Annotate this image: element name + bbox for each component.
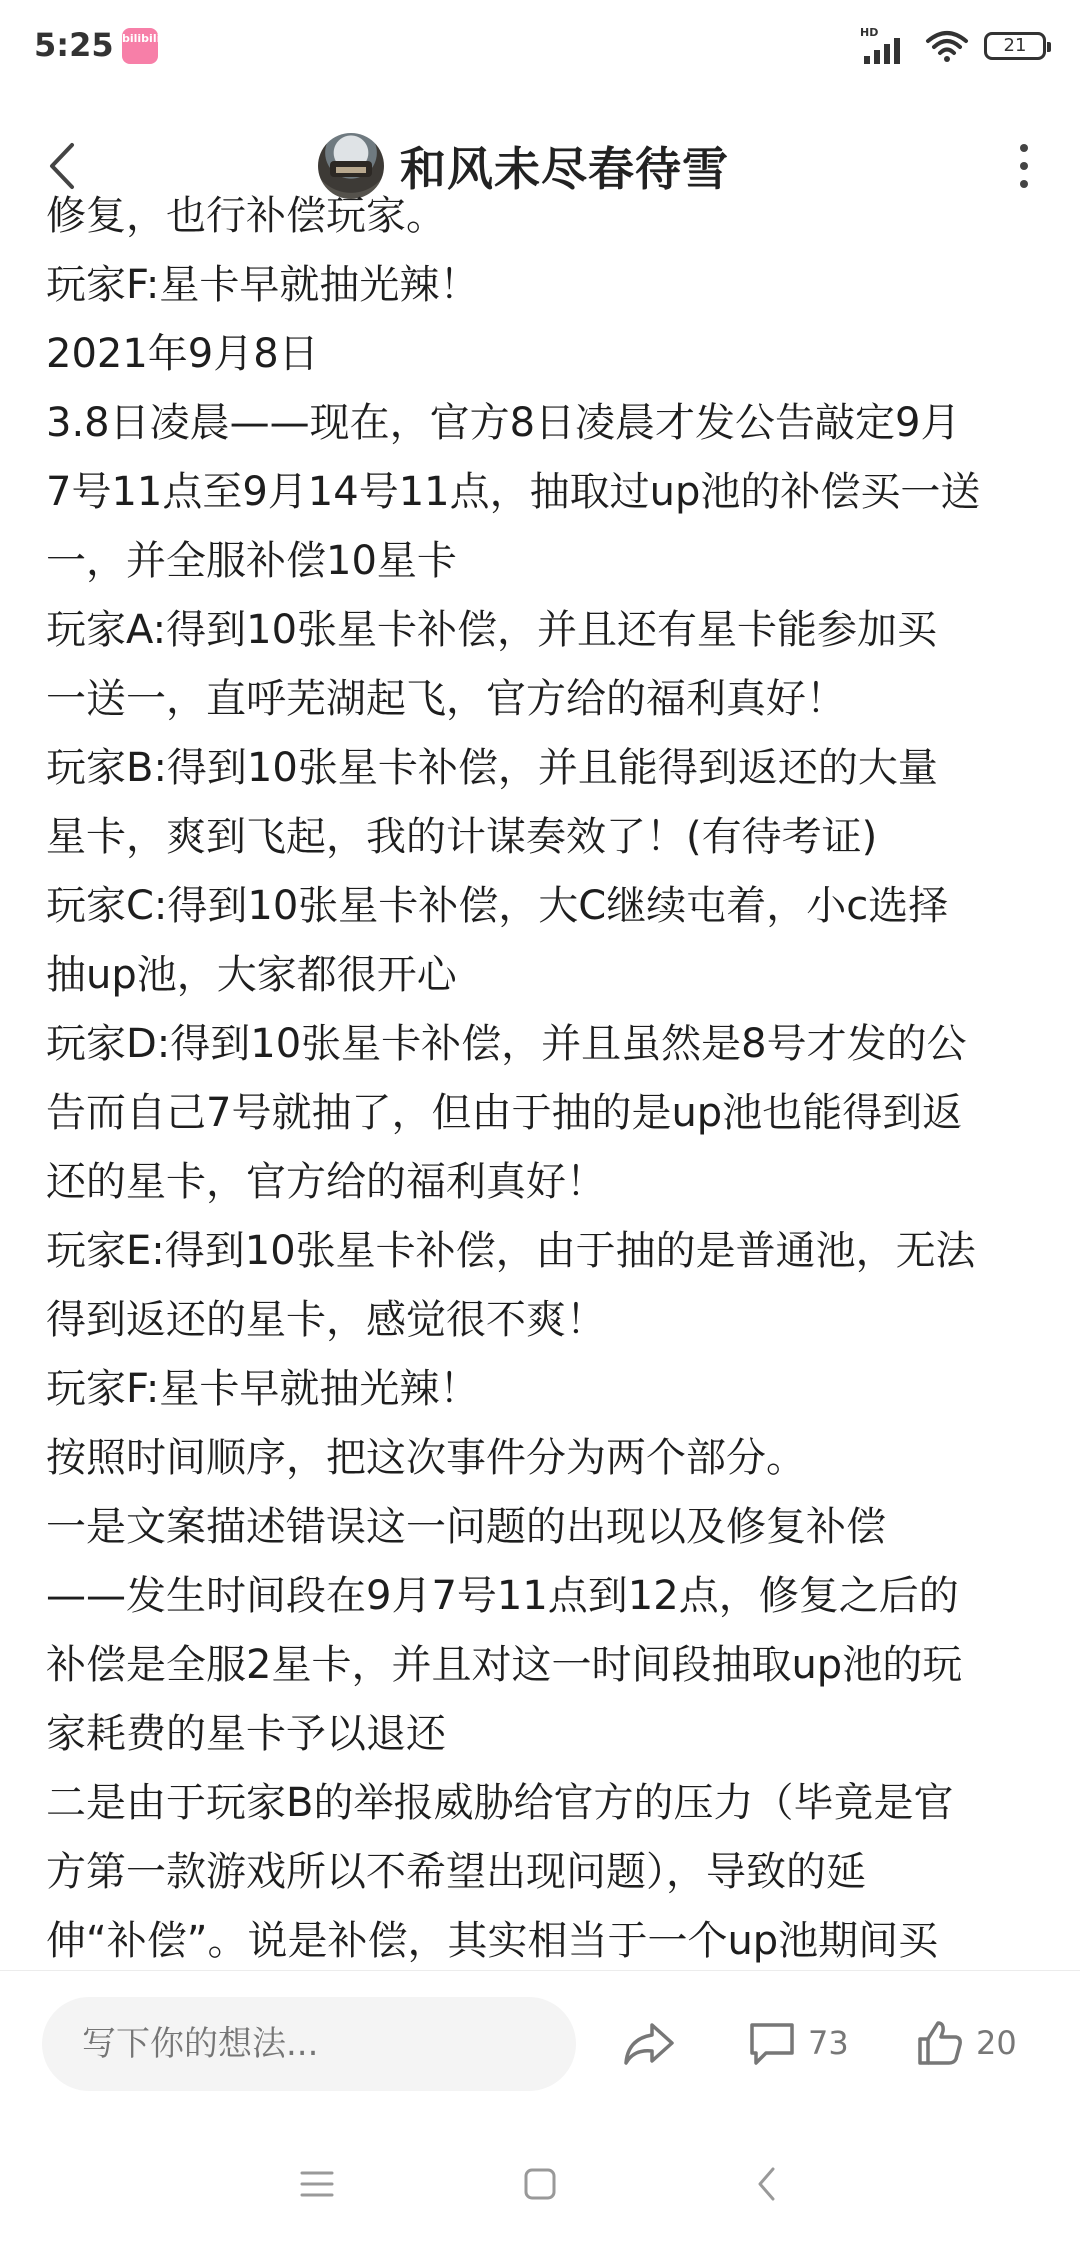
comment-icon — [748, 2019, 796, 2067]
bilibili-app-icon: bilibili — [122, 28, 158, 64]
like-button[interactable] — [916, 2011, 1017, 2075]
comment-count: 73 — [808, 2024, 849, 2062]
signal-icon — [860, 26, 910, 66]
status-bar — [0, 0, 1080, 96]
text-line: 家耗费的星卡予以退还 — [46, 1711, 446, 1757]
comment-input[interactable] — [42, 1997, 576, 2091]
thumbs-up-icon — [916, 2019, 964, 2067]
text-line: 玩家C:得到10张星卡补偿，大C继续屯着，小c选择 — [46, 883, 949, 929]
text-line: 3.8日凌晨——现在，官方8日凌晨才发公告敲定9月 — [46, 400, 961, 446]
text-line: 得到返还的星卡，感觉很不爽！ — [46, 1297, 606, 1343]
text-line: 还的星卡，官方给的福利真好！ — [46, 1159, 606, 1205]
text-line: 玩家A:得到10张星卡补偿，并且还有星卡能参加买 — [46, 607, 938, 653]
text-line: 玩家B:得到10张星卡补偿，并且能得到返还的大量 — [46, 745, 938, 791]
share-button[interactable] — [622, 2011, 676, 2075]
page-title: 和风未尽春待雪 — [400, 142, 729, 196]
comment-button[interactable] — [748, 2011, 849, 2075]
chevron-left-icon — [755, 2166, 779, 2202]
system-nav-bar — [0, 2116, 1080, 2248]
text-line: 2021年9月8日 — [46, 331, 319, 377]
like-count: 20 — [976, 2024, 1017, 2062]
system-back-button[interactable] — [737, 2154, 797, 2214]
text-line: 修复，也行补偿玩家。 — [46, 193, 446, 239]
text-line: 玩家D:得到10张星卡补偿，并且虽然是8号才发的公 — [46, 1021, 967, 1067]
text-line: 抽up池，大家都很开心 — [46, 952, 457, 998]
home-button[interactable] — [510, 2154, 570, 2214]
battery-icon: 21 — [984, 32, 1046, 60]
recent-apps-button[interactable] — [287, 2154, 347, 2214]
wifi-icon — [926, 29, 968, 63]
text-line: 按照时间顺序，把这次事件分为两个部分。 — [46, 1435, 806, 1481]
status-icons — [860, 26, 1046, 66]
text-line: ——发生时间段在9月7号11点到12点，修复之后的 — [46, 1573, 959, 1619]
text-line: 7号11点至9月14号11点，抽取过up池的补偿买一送 — [46, 469, 981, 515]
text-line: 二是由于玩家B的举报威胁给官方的压力（毕竟是官 — [46, 1780, 954, 1826]
share-icon — [622, 2019, 676, 2067]
text-line: 玩家E:得到10张星卡补偿，由于抽的是普通池，无法 — [46, 1228, 976, 1274]
text-line: 玩家F:星卡早就抽光辣！ — [46, 1366, 480, 1412]
text-line: 一送一，直呼芜湖起飞，官方给的福利真好！ — [46, 676, 846, 722]
text-line: 补偿是全服2星卡，并且对这一时间段抽取up池的玩 — [46, 1642, 963, 1688]
text-line: 一是文案描述错误这一问题的出现以及修复补偿 — [46, 1504, 886, 1550]
text-line: 方第一款游戏所以不希望出现问题），导致的延 — [46, 1849, 866, 1895]
text-line: 玩家F:星卡早就抽光辣！ — [46, 262, 480, 308]
menu-icon — [300, 2170, 334, 2198]
network-type-label: HD — [860, 26, 879, 39]
home-square-icon — [523, 2167, 557, 2201]
text-line: 一，并全服补偿10星卡 — [46, 538, 457, 584]
text-line: 伸“补偿”。说是补偿，其实相当于一个up池期间买 — [46, 1918, 939, 1964]
bottom-action-bar — [0, 1970, 1080, 2117]
text-line: 告而自己7号就抽了，但由于抽的是up池也能得到返 — [46, 1090, 963, 1136]
article-body — [0, 193, 1080, 1970]
status-time: 5:25 — [34, 26, 114, 64]
text-line: 星卡，爽到飞起，我的计谋奏效了！(有待考证) — [46, 814, 878, 860]
